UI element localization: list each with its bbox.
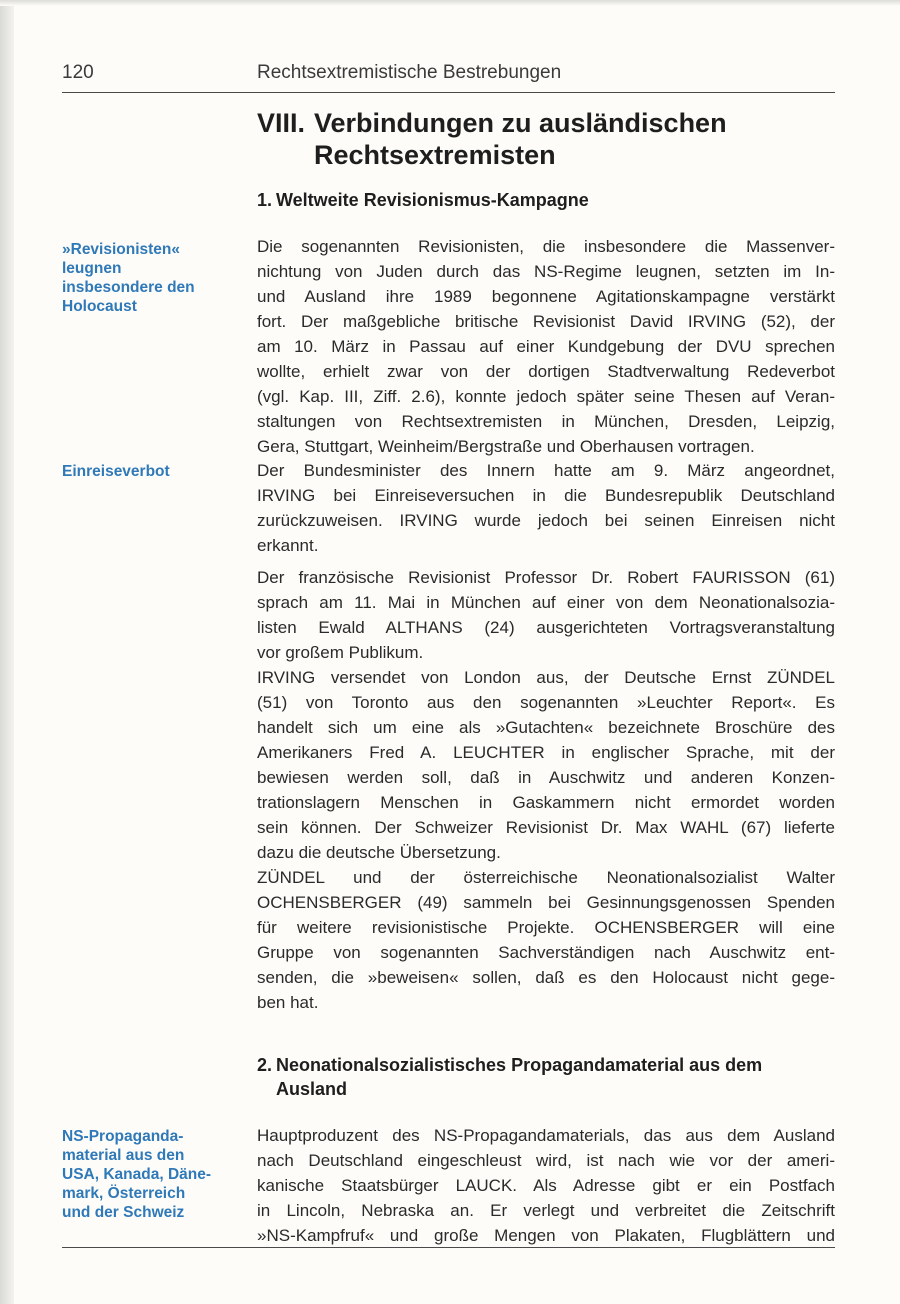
text-line: Hauptproduzent des NS-Propagandamaterials, das aus dem Ausland — [257, 1126, 835, 1145]
text-line: trationslagern Menschen in Gaskammern nicht ermordet worden — [257, 793, 835, 812]
text-line: listen Ewald ALTHANS (24) ausgerichteten Vortragsveranstaltung — [257, 618, 835, 637]
text-line: IRVING bei Einreiseversuchen in die Bundesrepublik Deutschland — [257, 486, 835, 505]
paragraph-faurisson-leuchter — [257, 565, 835, 1015]
text-line: senden, die »beweisen« sollen, daß es den Holocaust nicht gege- — [257, 968, 835, 987]
text-line: sprach am 11. Mai in München auf einer von dem Neonationalsozia- — [257, 593, 835, 612]
text-line: Die sogenannten Revisionisten, die insbesondere die Massenver- — [257, 237, 835, 256]
margin-note-line: und der Schweiz — [62, 1204, 185, 1221]
text-line: Der Bundesminister des Innern hatte am 9. März angeordnet, — [257, 461, 835, 480]
text-line: am 10. März in Passau auf einer Kundgebung der DVU sprechen — [257, 337, 835, 356]
margin-note-line: insbesondere den — [62, 279, 195, 296]
section-2-number: 2. — [257, 1055, 273, 1075]
text-line: erkannt. — [257, 536, 319, 555]
chapter-title-line-2: Rechtsextremisten — [314, 140, 556, 170]
text-line: OCHENSBERGER (49) sammeln bei Gesinnungsgenossen Spenden — [257, 893, 835, 912]
section-2-title-line-1: Neonationalsozialistisches Propagandamaterial aus dem — [276, 1055, 763, 1075]
chapter-number: VIII. — [257, 108, 306, 138]
scan-edge-top — [0, 0, 900, 6]
text-line: IRVING versendet von London aus, der Deutsche Ernst ZÜNDEL — [257, 668, 835, 687]
scan-edge — [0, 0, 14, 1304]
section-1-heading — [257, 188, 817, 212]
chapter-title-line-1: Verbindungen zu ausländischen — [314, 108, 727, 138]
text-line: in Lincoln, Nebraska an. Er verlegt und verbreitet die Zeitschrift — [257, 1201, 835, 1220]
text-line: nach Deutschland eingeschleust wird, ist nach wie vor der ameri- — [257, 1151, 835, 1170]
margin-note-line: material aus den — [62, 1147, 185, 1164]
margin-note-line: mark, Österreich — [62, 1185, 186, 1202]
text-line: Amerikaners Fred A. LEUCHTER in englischer Sprache, mit der — [257, 743, 835, 762]
text-line: sein können. Der Schweizer Revisionist Dr. Max WAHL (67) lieferte — [257, 818, 835, 837]
paragraph-ns-propaganda — [257, 1123, 835, 1248]
text-line: handelt sich um eine als »Gutachten« bezeichnete Broschüre des — [257, 718, 835, 737]
margin-note-line: Einreiseverbot — [62, 463, 170, 480]
running-title: Rechtsextremistische Bestrebungen — [257, 62, 562, 83]
text-line: und Ausland ihre 1989 begonnene Agitationskampagne verstärkt — [257, 287, 835, 306]
text-line: zurückzuweisen. IRVING wurde jedoch bei seinen Einreisen nicht — [257, 511, 835, 530]
text-line: Gruppe von sogenannten Sachverständigen nach Auschwitz ent- — [257, 943, 835, 962]
footer-rule — [62, 1247, 835, 1248]
margin-note-line: NS-Propaganda- — [62, 1128, 184, 1145]
margin-note-line: Holocaust — [62, 298, 137, 315]
section-1-number: 1. — [257, 190, 273, 210]
header-rule — [62, 92, 835, 93]
running-head — [0, 60, 900, 90]
margin-note-ns-propaganda — [62, 1127, 250, 1222]
text-line: bewiesen werden soll, daß in Auschwitz und anderen Konzen- — [257, 768, 835, 787]
text-line: kanische Staatsbürger LAUCK. Als Adresse gibt er ein Postfach — [257, 1176, 835, 1195]
text-line: »NS-Kampfruf« und große Mengen von Plakaten, Flugblättern und — [257, 1226, 835, 1245]
text-line: (51) von Toronto aus den sogenannten »Leuchter Report«. Es — [257, 693, 835, 712]
page-number: 120 — [62, 62, 94, 83]
chapter-title — [257, 107, 817, 171]
text-line: Der französische Revisionist Professor Dr. Robert FAURISSON (61) — [257, 568, 835, 587]
text-line: (vgl. Kap. III, Ziff. 2.6), konnte jedoch später seine Thesen auf Veran- — [257, 387, 835, 406]
margin-note-revisionists — [62, 240, 250, 316]
margin-note-line: »Revisionisten« — [62, 241, 181, 258]
margin-note-entry-ban — [62, 462, 250, 481]
text-line: vor großem Publikum. — [257, 643, 424, 662]
section-2-title-line-2: Ausland — [276, 1079, 348, 1099]
section-1-title: Weltweite Revisionismus-Kampagne — [276, 190, 589, 210]
margin-note-line: leugnen — [62, 260, 122, 277]
text-line: ben hat. — [257, 993, 319, 1012]
text-line: nichtung von Juden durch das NS-Regime leugnen, setzten im In- — [257, 262, 835, 281]
paragraph-entry-ban — [257, 458, 835, 558]
section-2-heading — [257, 1053, 817, 1101]
text-line: staltungen von Rechtsextremisten in München, Dresden, Leipzig, — [257, 412, 835, 431]
paragraph-revisionists — [257, 234, 835, 459]
text-line: für weitere revisionistische Projekte. OCHENSBERGER will eine — [257, 918, 835, 937]
text-line: fort. Der maßgebliche britische Revisionist David IRVING (52), der — [257, 312, 835, 331]
text-line: wollte, erhielt zwar von der dortigen Stadtverwaltung Redeverbot — [257, 362, 835, 381]
text-line: Gera, Stuttgart, Weinheim/Bergstraße und Oberhausen vortragen. — [257, 437, 755, 456]
text-line: dazu die deutsche Übersetzung. — [257, 843, 501, 862]
text-line: ZÜNDEL und der österreichische Neonationalsozialist Walter — [257, 868, 835, 887]
margin-note-line: USA, Kanada, Däne- — [62, 1166, 212, 1183]
